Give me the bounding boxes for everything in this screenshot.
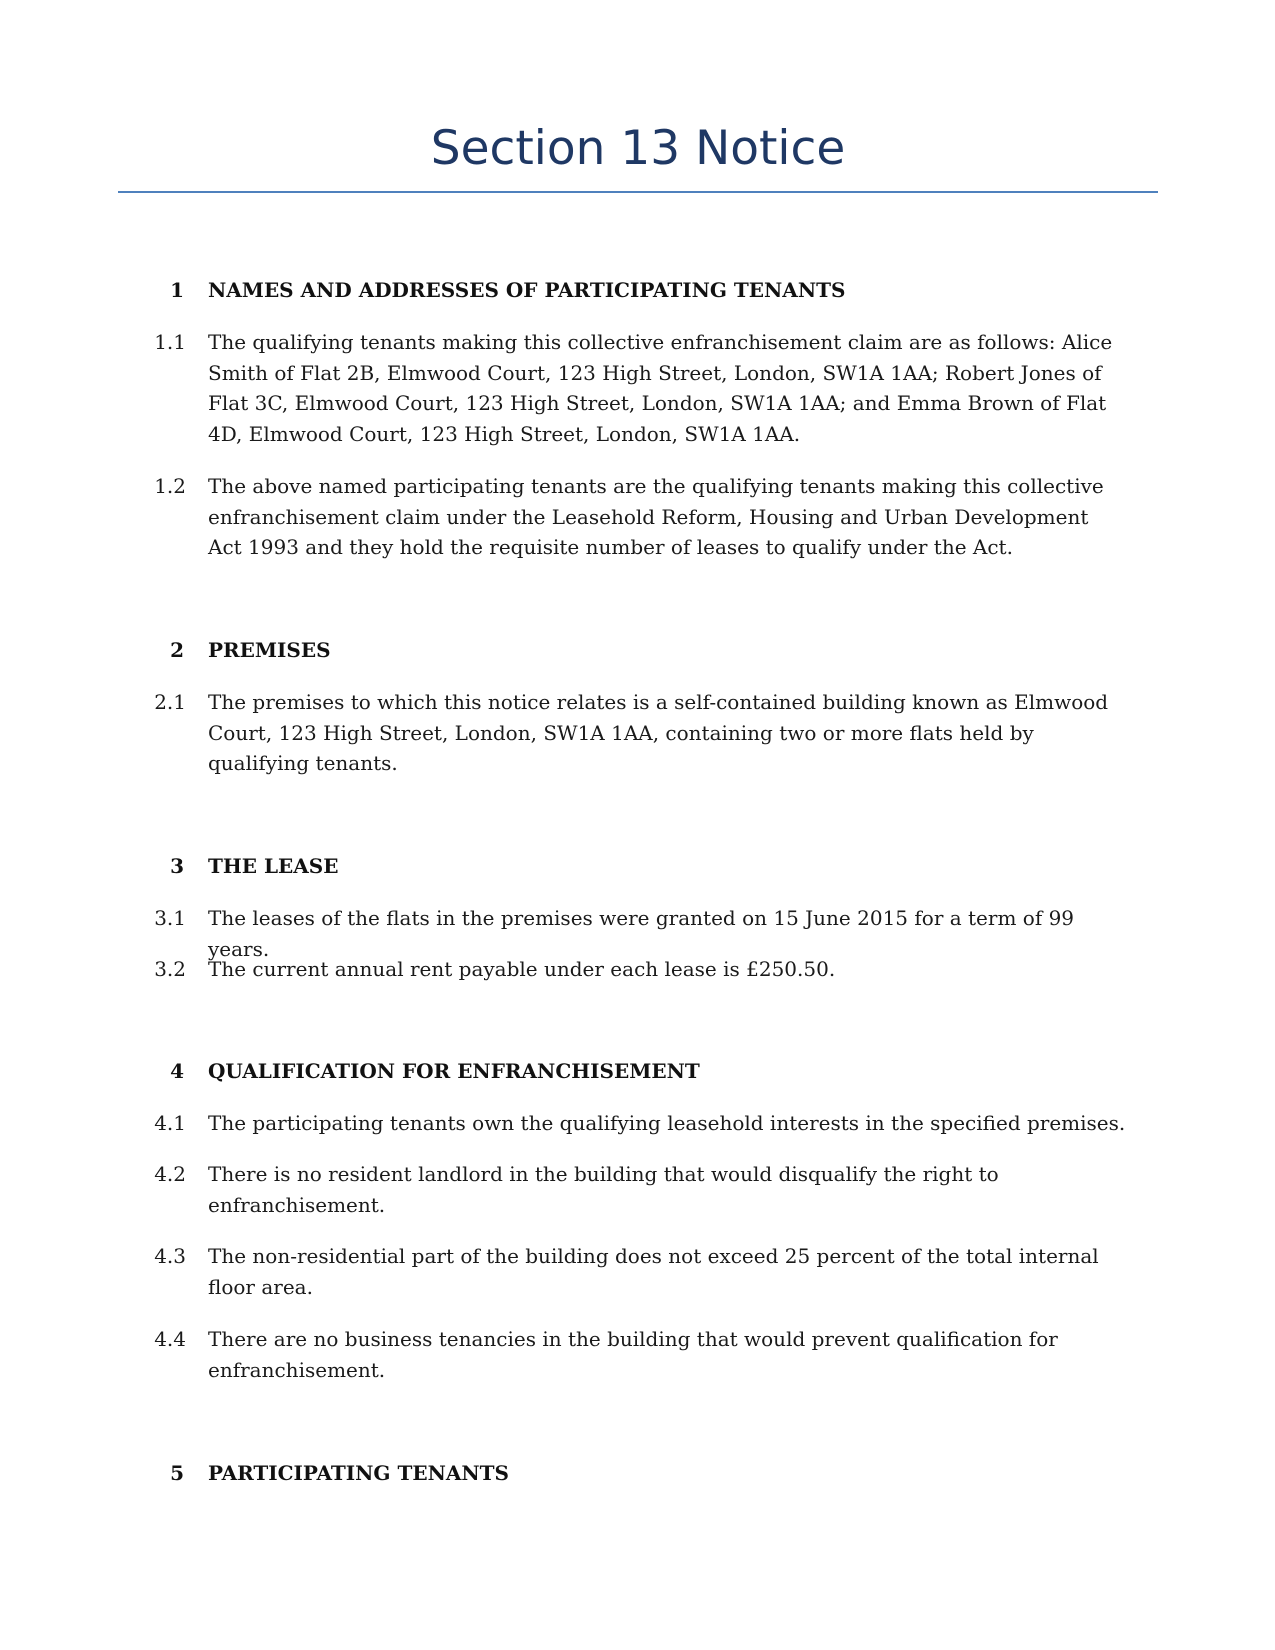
clause-text: The above named participating tenants are the qualifying tenants making this collective enfranchisement claim under the Leasehold Reform, Housing and Urban Development Act 1993 and they hold the requisite number of leases to qualify under the Act. <box>208 474 1104 559</box>
clause-number: 2.1 <box>154 690 186 714</box>
section-number: 3 <box>170 854 184 878</box>
section-title: NAMES AND ADDRESSES OF PARTICIPATING TENANTS <box>208 278 846 302</box>
clause-4-2 <box>150 1159 1130 1220</box>
section-title: THE LEASE <box>208 854 339 878</box>
clause-text: There is no resident landlord in the building that would disqualify the right to enfranchisement. <box>208 1162 999 1217</box>
section-number: 5 <box>170 1461 184 1485</box>
clause-2-1 <box>150 687 1130 779</box>
section-title: PREMISES <box>208 638 331 662</box>
clause-number: 4.4 <box>154 1327 186 1351</box>
section-title: PARTICIPATING TENANTS <box>208 1461 509 1485</box>
title-underline <box>118 191 1158 193</box>
clause-3-2 <box>150 954 1130 985</box>
clause-1-1 <box>150 327 1130 449</box>
page-title: Section 13 Notice <box>430 121 846 176</box>
clause-text: The non-residential part of the building does not exceed 25 percent of the total internal floor area. <box>208 1244 1099 1299</box>
clause-number: 4.3 <box>154 1244 186 1268</box>
clause-4-1 <box>150 1108 1130 1139</box>
section-number: 4 <box>170 1059 184 1083</box>
clause-text: The qualifying tenants making this collective enfranchisement claim are as follows: Alice Smith of Flat 2B, Elmwood Court, 123 High Street, London, SW1A 1AA; Robert Jones of Flat 3C, Elmwood Court, 123 High Street, London, SW1A 1AA; and Emma Brown of Flat 4D, Elmwood Court, 123 High Street, London, SW1A 1AA. <box>208 330 1113 446</box>
clause-number: 3.1 <box>154 906 186 930</box>
clause-number: 1.1 <box>154 330 186 354</box>
clause-number: 1.2 <box>154 474 186 498</box>
clause-text: The leases of the flats in the premises were granted on 15 June 2015 for a term of 99 years. <box>208 906 1075 961</box>
clause-1-2 <box>150 471 1130 563</box>
clause-text: There are no business tenancies in the building that would prevent qualification for enfranchisement. <box>208 1327 1058 1382</box>
clause-number: 4.2 <box>154 1162 186 1186</box>
clause-4-4 <box>150 1324 1130 1385</box>
section-title: QUALIFICATION FOR ENFRANCHISEMENT <box>208 1059 700 1083</box>
section-number: 1 <box>170 278 184 302</box>
clause-text: The participating tenants own the qualifying leasehold interests in the specified premises. <box>208 1111 1126 1135</box>
clause-text: The premises to which this notice relates is a self-contained building known as Elmwood Court, 123 High Street, London, SW1A 1AA, containing two or more flats held by qualifying tenants. <box>208 690 1109 775</box>
clause-4-3 <box>150 1241 1130 1302</box>
clause-number: 4.1 <box>154 1111 186 1135</box>
clause-text: The current annual rent payable under each lease is £250.50. <box>208 957 836 981</box>
clause-number: 3.2 <box>154 957 186 981</box>
section-number: 2 <box>170 638 184 662</box>
